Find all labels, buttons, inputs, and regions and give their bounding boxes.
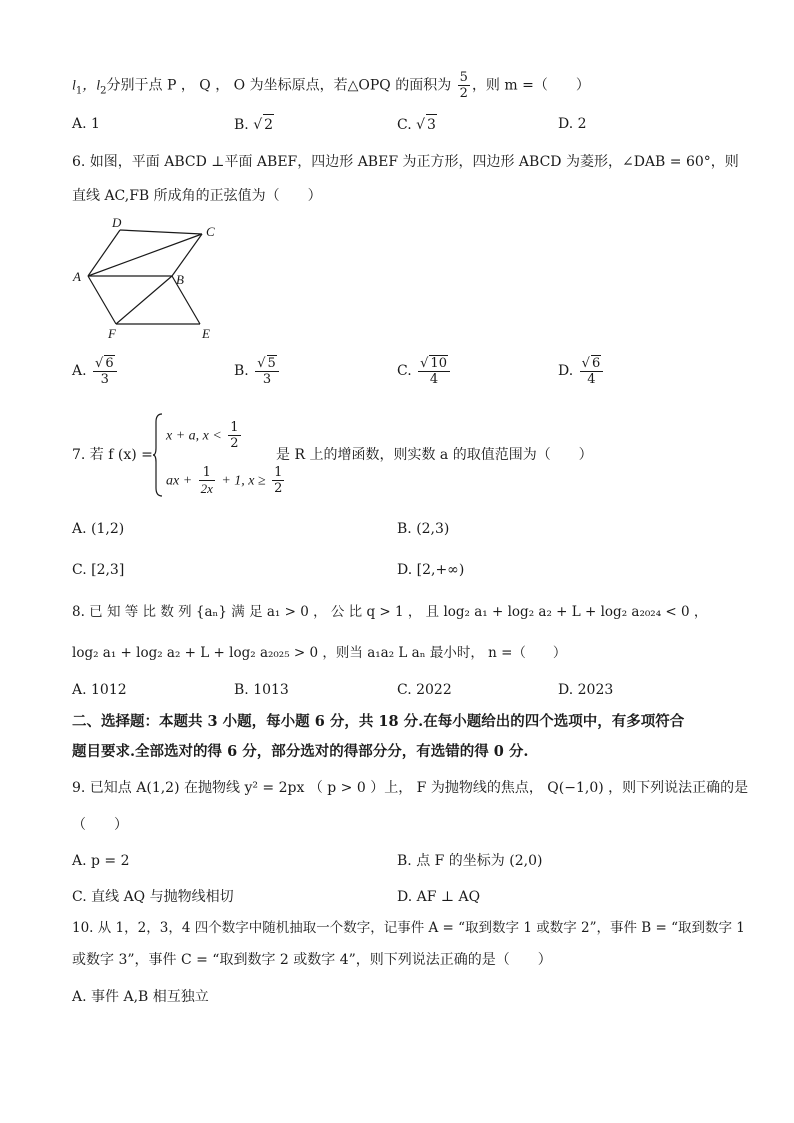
edge-CB (172, 234, 202, 276)
q5-text: 分别于点 P ， Q ， O 为坐标原点，若△OPQ 的面积为 (106, 77, 452, 94)
q5-text-end: ，则 m =（ ） (471, 77, 590, 94)
q7-option-c[interactable]: C. [2,3] (72, 562, 125, 578)
q7-case2-expr-a: ax + (166, 473, 193, 489)
label-B: B (176, 272, 184, 287)
q5-option-c-letter: C. (397, 117, 412, 133)
q7-case1-den: 2 (230, 436, 239, 451)
q7-case2-expr-b: + 1, x ≥ (221, 473, 266, 489)
q7-case2-frac-num: 1 (199, 465, 215, 481)
q6-option-d-rad: 6 (591, 356, 601, 371)
q8-stem-line1: 8. 已 知 等 比 数 列 {aₙ} 满 足 a₁ > 0 ， 公 比 q > 1 ， 且 log₂ a₁ + log₂ a₂ + L + log₂ a₂₀₂₄ < 0 ， (72, 604, 708, 620)
q5-option-d[interactable]: D. 2 (558, 116, 587, 132)
q6-option-c-den: 4 (429, 372, 439, 387)
label-E: E (202, 326, 210, 341)
q6-option-c-fraction: $\frac{√ 10}{4}$ (418, 355, 450, 387)
q7-case2 (166, 465, 286, 496)
q7-option-d[interactable]: D. [2,+∞) (397, 562, 465, 578)
q8-option-d[interactable]: D. 2023 (558, 682, 614, 698)
q7-case2-num: 1 (274, 465, 283, 480)
q6-option-d-den: 4 (587, 372, 596, 387)
q6-option-a-rad: 6 (105, 356, 114, 371)
q5-tail-line (72, 70, 590, 101)
q6-stem-line1: 6. 如图，平面 ABCD ⊥平面 ABEF，四边形 ABEF 为正方形，四边形 ABCD 为菱形，∠DAB = 60°，则 (72, 154, 739, 170)
q5-frac-num: 5 (459, 70, 468, 85)
q10-option-a[interactable]: A. 事件 A,B 相互独立 (72, 989, 209, 1005)
q6-option-d[interactable] (558, 355, 605, 387)
q6-option-c[interactable] (397, 355, 452, 387)
q7-option-a[interactable]: A. (1,2) (72, 521, 125, 537)
q9-option-a[interactable]: A. p = 2 (72, 853, 130, 869)
q6-option-b-letter: B. (234, 363, 249, 379)
q6-option-a-fraction: $\frac{√ 6}{3}$ (93, 355, 117, 387)
section2-instructions-line2: 题目要求.全部选对的得 6 分，部分选对的得部分分，有选错的得 0 分. (72, 743, 529, 760)
q5-option-a[interactable]: A. 1 (72, 116, 100, 132)
q6-option-b-fraction: $\frac{√ 5}{3}$ (255, 355, 279, 387)
edge-AF (88, 276, 116, 324)
label-A: A (73, 269, 81, 284)
q6-option-a-den: 3 (100, 372, 109, 387)
q6-geometry-figure (70, 214, 230, 344)
q9-option-c[interactable]: C. 直线 AQ 与抛物线相切 (72, 889, 234, 905)
q6-option-a[interactable] (72, 355, 119, 387)
edge-AC (88, 234, 202, 276)
q9-option-b[interactable]: B. 点 F 的坐标为 (2,0) (397, 853, 543, 869)
q6-option-a-letter: A. (72, 363, 87, 379)
q9-stem-line1: 9. 已知点 A(1,2) 在抛物线 y² = 2px （ p > 0 ）上， F 为抛物线的焦点， Q(−1,0) ，则下列说法正确的是 (72, 780, 749, 796)
q8-option-b[interactable]: B. 1013 (234, 682, 289, 698)
q6-option-b-rad: 5 (267, 356, 276, 371)
edge-FB (116, 276, 172, 324)
label-F: F (108, 326, 116, 341)
q9-stem-line2: （ ） (72, 817, 128, 833)
label-C: C (206, 224, 215, 239)
q7-case2-frac-den: 2x (200, 481, 213, 496)
q5-area-fraction (458, 70, 470, 101)
q8-option-a[interactable]: A. 1012 (72, 682, 127, 698)
q6-option-b-den: 3 (262, 372, 272, 387)
q7-prefix: 7. 若 f (x) = (72, 447, 153, 463)
q5-frac-den: 2 (459, 86, 468, 101)
q8-stem-line2: log₂ a₁ + log₂ a₂ + L + log₂ a₂₀₂₅ > 0 ，则当 a₁a₂ L aₙ 最小时， n =（ ） (72, 645, 567, 661)
q8-option-c[interactable]: C. 2022 (397, 682, 452, 698)
q7-case1-fraction (228, 420, 240, 451)
q5-l2-symbol: ，l (82, 78, 101, 94)
q5-sub2: 2 (100, 85, 107, 97)
label-D: D (112, 215, 122, 230)
q7-case1-expr: x + a, x < (166, 428, 222, 444)
q6-stem-line2: 直线 AC,FB 所成角的正弦值为（ ） (72, 188, 322, 204)
section2-instructions-line1: 二、选择题：本题共 3 小题，每小题 6 分，共 18 分.在每小题给出的四个选项中，有多项符合 (72, 713, 685, 730)
q6-option-d-fraction: $\frac{√ 6}{4}$ (580, 355, 604, 387)
q5-option-b[interactable]: B. √ 2 (234, 114, 274, 135)
edge-AD (88, 230, 120, 276)
q7-suffix: 是 R 上的增函数，则实数 a 的取值范围为（ ） (276, 447, 593, 463)
q7-piecewise-brace (152, 412, 164, 498)
q6-option-c-rad: 10 (430, 356, 447, 371)
q7-option-b[interactable]: B. (2,3) (397, 521, 450, 537)
q7-case2-frac (199, 465, 215, 496)
q5-l-symbol: l (72, 78, 76, 94)
q5-option-b-radicand: 2 (263, 114, 274, 135)
q5-sub1: 1 (75, 85, 83, 97)
q5-option-c-radicand: 3 (426, 114, 437, 135)
edge-DC (120, 230, 202, 234)
q10-stem-line1: 10. 从 1，2，3，4 四个数字中随机抽取一个数字，记事件 A = “取到数字 1 或数字 2”，事件 B = “取到数字 1 (72, 920, 745, 936)
q7-case1-num: 1 (230, 420, 239, 435)
q7-case2-cond-fraction (272, 465, 284, 496)
q6-option-d-letter: D. (558, 363, 574, 379)
q10-stem-line2: 或数字 3”，事件 C = “取到数字 2 或数字 4”，则下列说法正确的是（ ） (72, 952, 552, 968)
q7-case1 (166, 420, 243, 451)
q5-option-b-letter: B. (234, 117, 249, 133)
q5-option-c[interactable]: C. √ 3 (397, 114, 437, 135)
q6-option-b[interactable] (234, 355, 281, 387)
q9-option-d[interactable]: D. AF ⊥ AQ (397, 889, 481, 905)
q6-option-c-letter: C. (397, 363, 412, 379)
q7-case2-den: 2 (274, 481, 283, 496)
